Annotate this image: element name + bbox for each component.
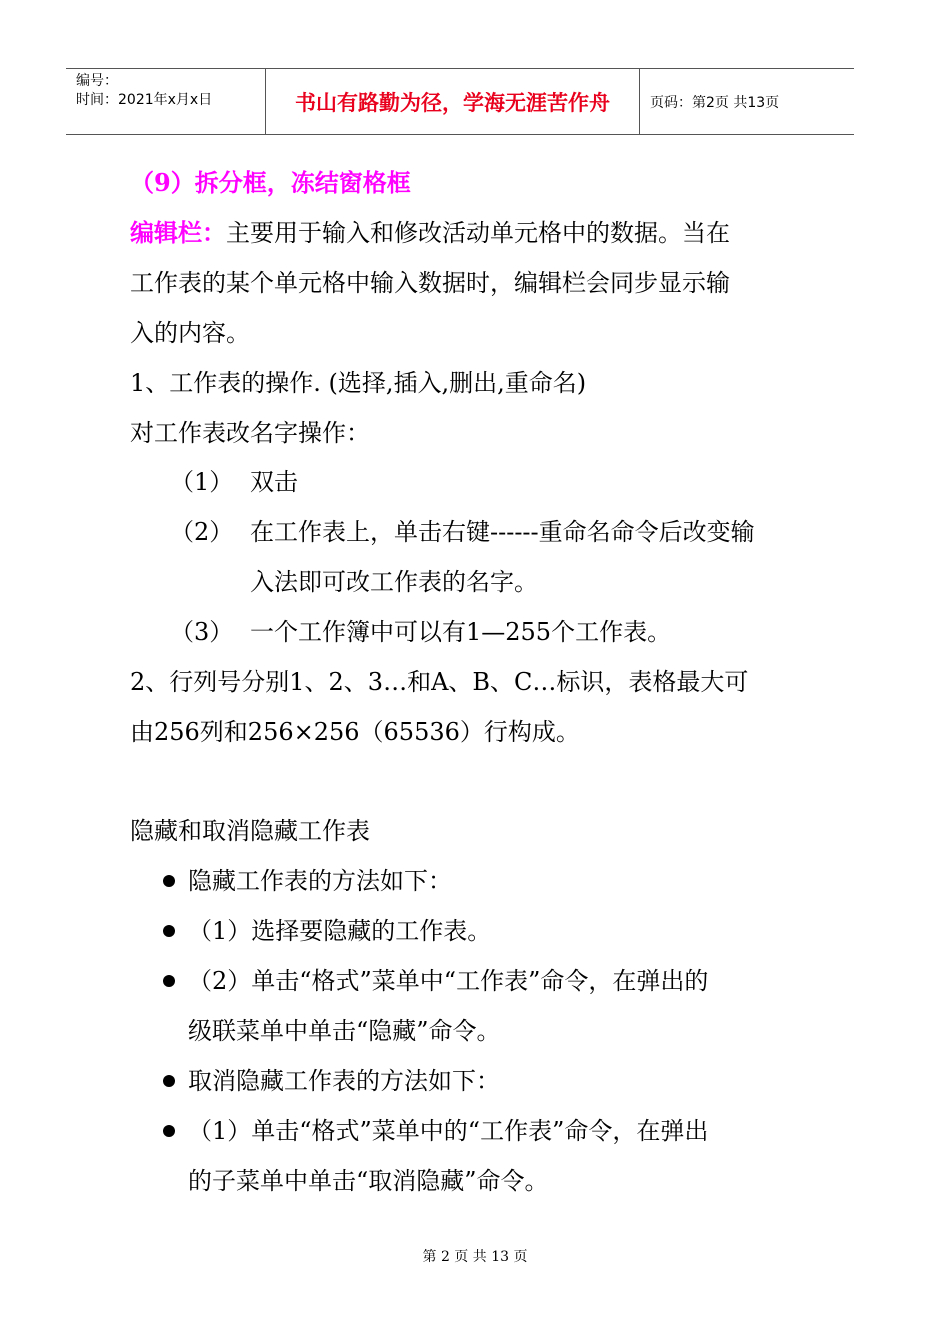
section-1-title: 1、工作表的操作. (选择,插入,删出,重命名) [130,369,587,397]
section-2-line-1: 2、行列号分别1、2、3…和A、B、C…标识，表格最大可 [130,668,749,696]
header-number-label: 编号： [76,73,118,89]
header-page-label: 页码：第2页 共13页 [650,94,780,111]
bullet-5-text: （1）单击“格式”菜单中的“工作表”命令，在弹出 [188,1117,709,1145]
step-1-text: 双击 [250,468,298,496]
bullet-dot [163,975,175,987]
bullet-5-text-cont: 的子菜单中单击“取消隐藏”命令。 [188,1167,549,1195]
page-header [66,68,854,135]
step-2-text-cont: 入法即可改工作表的名字。 [250,568,538,596]
bullet-4-text: 取消隐藏工作表的方法如下： [188,1067,500,1095]
rename-intro: 对工作表改名字操作： [130,419,370,447]
header-motto: 书山有路勤为径，学海无涯苦作舟 [266,69,640,134]
step-2-text: 在工作表上，单击右键------重命名命令后改变输 [250,518,755,546]
page-footer: 第 2 页 共 13 页 [422,1249,528,1265]
editbar-line-3: 入的内容。 [130,319,250,347]
bullet-dot [163,925,175,937]
bullet-dot [163,1125,175,1137]
step-3-text: 一个工作簿中可以有1—255个工作表。 [250,618,672,646]
bullet-dot [163,875,175,887]
editbar-label: 编辑栏： [130,218,226,247]
bullet-dot [163,1075,175,1087]
bullet-1-text: 隐藏工作表的方法如下： [188,867,452,895]
step-3-number: （3） [170,618,234,646]
header-time-label: 时间：2021年x月x日 [76,92,213,108]
step-1-number: （1） [170,468,234,496]
bullet-3-text-cont: 级联菜单中单击“隐藏”命令。 [188,1017,501,1045]
editbar-line-1 [130,218,730,248]
bullet-3-text: （2）单击“格式”菜单中“工作表”命令，在弹出的 [188,967,709,995]
hide-section-title: 隐藏和取消隐藏工作表 [130,817,370,845]
header-meta [66,69,266,134]
heading-9: （9）拆分框，冻结窗格框 [130,168,411,197]
step-2-number: （2） [170,518,234,546]
section-2-line-2: 由256列和256×256（65536）行构成。 [130,718,580,746]
editbar-line-2: 工作表的某个单元格中输入数据时，编辑栏会同步显示输 [130,269,730,297]
bullet-2-text: （1）选择要隐藏的工作表。 [188,917,492,945]
editbar-text-1: 主要用于输入和修改活动单元格中的数据。当在 [226,219,730,247]
